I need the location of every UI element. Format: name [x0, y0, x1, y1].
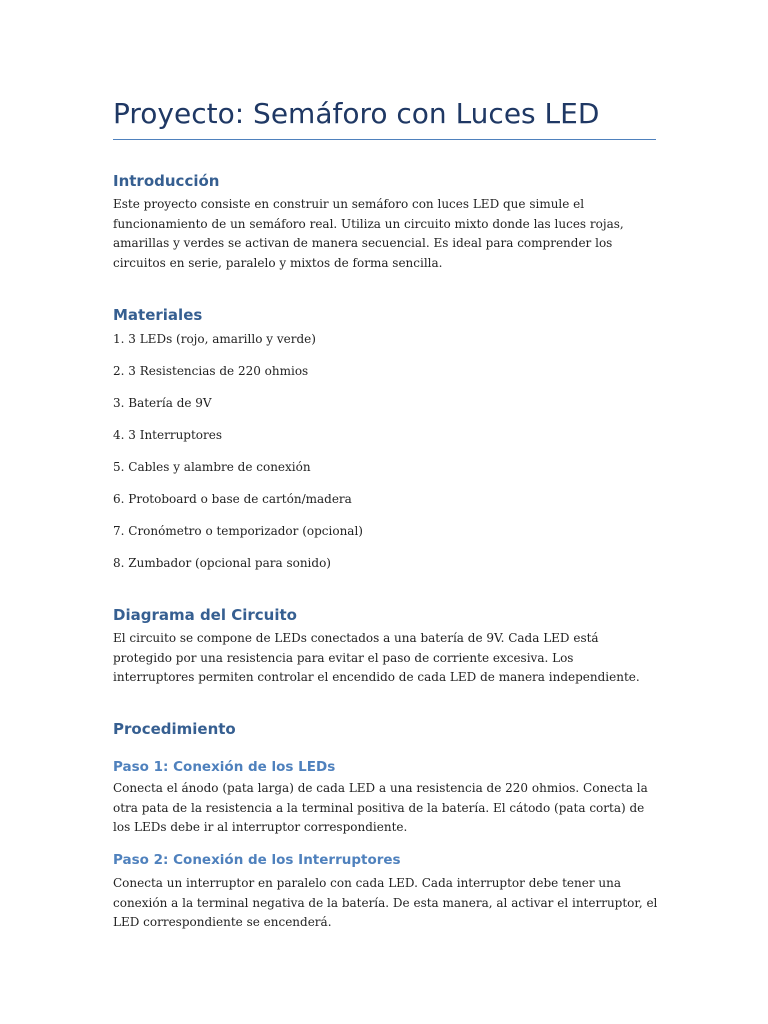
document-title: Proyecto: Semáforo con Luces LED	[113, 97, 600, 130]
materials-list-item: 8. Zumbador (opcional para sonido)	[113, 556, 331, 570]
heading-diagrama: Diagrama del Circuito	[113, 606, 297, 624]
materials-list-item: 7. Cronómetro o temporizador (opcional)	[113, 524, 363, 538]
heading-introduccion: Introducción	[113, 172, 220, 190]
materials-list-item: 3. Batería de 9V	[113, 396, 212, 410]
materials-list-item: 2. 3 Resistencias de 220 ohmios	[113, 364, 309, 378]
heading-procedimiento: Procedimiento	[113, 720, 236, 738]
materials-list-item: 6. Protoboard o base de cartón/madera	[113, 492, 352, 506]
paragraph-paso-2: Conecta un interruptor en paralelo con cada LED. Cada interruptor debe tener una conexión a la terminal negativa de la batería. De esta manera, al activar el interruptor, el LED correspondiente se encenderá.	[113, 876, 658, 930]
title-divider	[113, 139, 656, 140]
heading-paso-2: Paso 2: Conexión de los Interruptores	[113, 852, 401, 868]
heading-materiales: Materiales	[113, 306, 203, 324]
materials-list-item: 4. 3 Interruptores	[113, 428, 223, 442]
paragraph-paso-1: Conecta el ánodo (pata larga) de cada LED a una resistencia de 220 ohmios. Conecta la otra pata de la resistencia a la terminal positiva de la batería. El cátodo (pata corta) de los LEDs debe ir al interruptor correspondiente.	[113, 781, 648, 835]
paragraph-introduccion: Este proyecto consiste en construir un semáforo con luces LED que simule el funcionamiento de un semáforo real. Utiliza un circuito mixto donde las luces rojas, amarillas y verdes se activan de manera secuencial. Es ideal para comprender los circuitos en serie, paralelo y mixtos de forma sencilla.	[113, 197, 624, 271]
materials-list-item: 5. Cables y alambre de conexión	[113, 460, 311, 474]
paragraph-diagrama: El circuito se compone de LEDs conectados a una batería de 9V. Cada LED está protegido por una resistencia para evitar el paso de corriente excesiva. Los interruptores permiten controlar el encendido de cada LED de manera independiente.	[113, 631, 640, 685]
heading-paso-1: Paso 1: Conexión de los LEDs	[113, 759, 336, 775]
materials-list-item: 1. 3 LEDs (rojo, amarillo y verde)	[113, 332, 316, 346]
